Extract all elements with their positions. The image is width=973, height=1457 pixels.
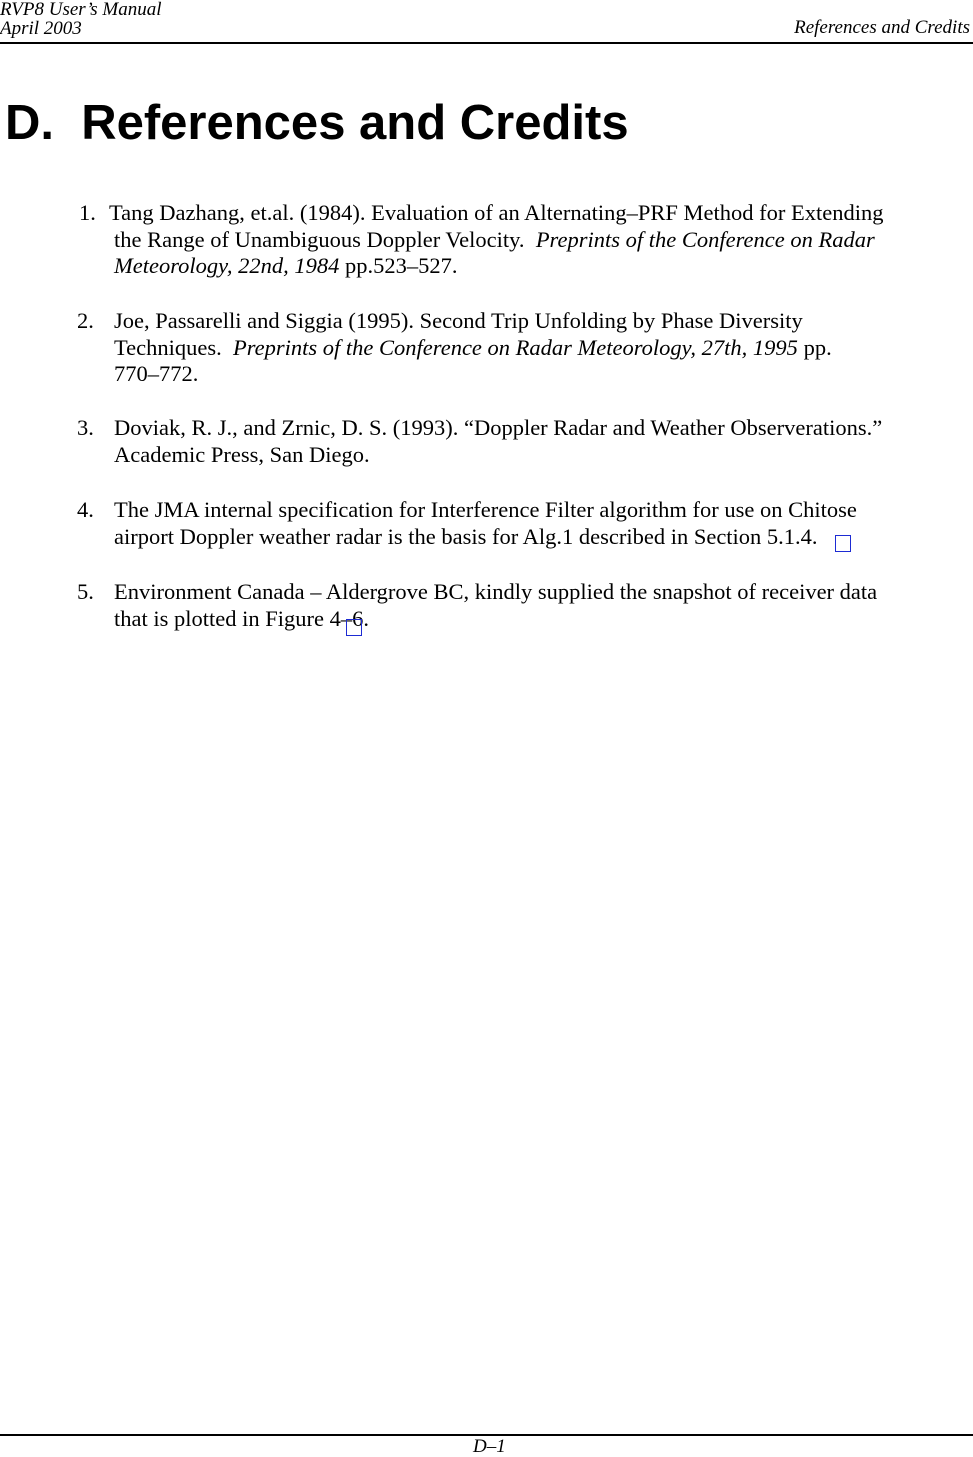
manual-date: April 2003 xyxy=(0,18,82,39)
reference-number: 2. xyxy=(77,308,94,333)
reference-text: airport Doppler weather radar is the basis for Alg.1 described in Section 5.1.4. xyxy=(114,523,818,549)
reference-number: 5. xyxy=(77,579,94,604)
reference-number: 4. xyxy=(77,497,94,522)
page-title: D. References and Credits xyxy=(5,96,629,150)
reference-item-3 xyxy=(77,415,883,468)
reference-item-2 xyxy=(77,308,832,388)
reference-number: 3. xyxy=(77,415,94,440)
reference-text: the Range of Unambiguous Doppler Velocity. Preprints of the Conference on Radar xyxy=(114,226,875,252)
reference-number: 1. xyxy=(79,200,96,225)
page-number: D–1 xyxy=(473,1436,506,1457)
reference-text: Techniques. Preprints of the Conference on Radar Meteorology, 27th, 1995 pp. xyxy=(114,334,832,360)
running-header-left xyxy=(0,0,162,38)
reference-text: Doviak, R. J., and Zrnic, D. S. (1993). “Doppler Radar and Weather Observerations.” xyxy=(114,415,883,440)
figure-link-box[interactable] xyxy=(346,619,362,636)
section-link-box[interactable] xyxy=(835,535,851,552)
reference-item-1 xyxy=(79,200,884,280)
header-rule xyxy=(0,42,973,44)
reference-text: Environment Canada – Aldergrove BC, kindly supplied the snapshot of receiver data xyxy=(114,579,878,604)
reference-text: Joe, Passarelli and Siggia (1995). Second Trip Unfolding by Phase Diversity xyxy=(114,308,803,333)
reference-item-4 xyxy=(77,497,857,550)
reference-source: Meteorology, 22nd, 1984 xyxy=(114,253,340,278)
reference-source: Preprints of the Conference on Radar Meteorology, 27th, 1995 xyxy=(233,334,798,360)
reference-text: 770–772. xyxy=(114,361,199,386)
reference-source: Preprints of the Conference on Radar xyxy=(535,226,875,252)
running-header-section: References and Credits xyxy=(794,17,970,38)
reference-text: Meteorology, 22nd, 1984 pp.523–527. xyxy=(114,253,458,278)
manual-title: RVP8 User’s Manual xyxy=(0,0,162,20)
reference-text: The JMA internal specification for Interference Filter algorithm for use on Chitose xyxy=(114,497,857,522)
reference-item-5 xyxy=(77,579,878,632)
reference-text: Tang Dazhang, et.al. (1984). Evaluation of an Alternating–PRF Method for Extending xyxy=(109,200,884,225)
reference-text: that is plotted in Figure 4–6. xyxy=(114,605,369,631)
reference-text: Academic Press, San Diego. xyxy=(114,441,370,467)
